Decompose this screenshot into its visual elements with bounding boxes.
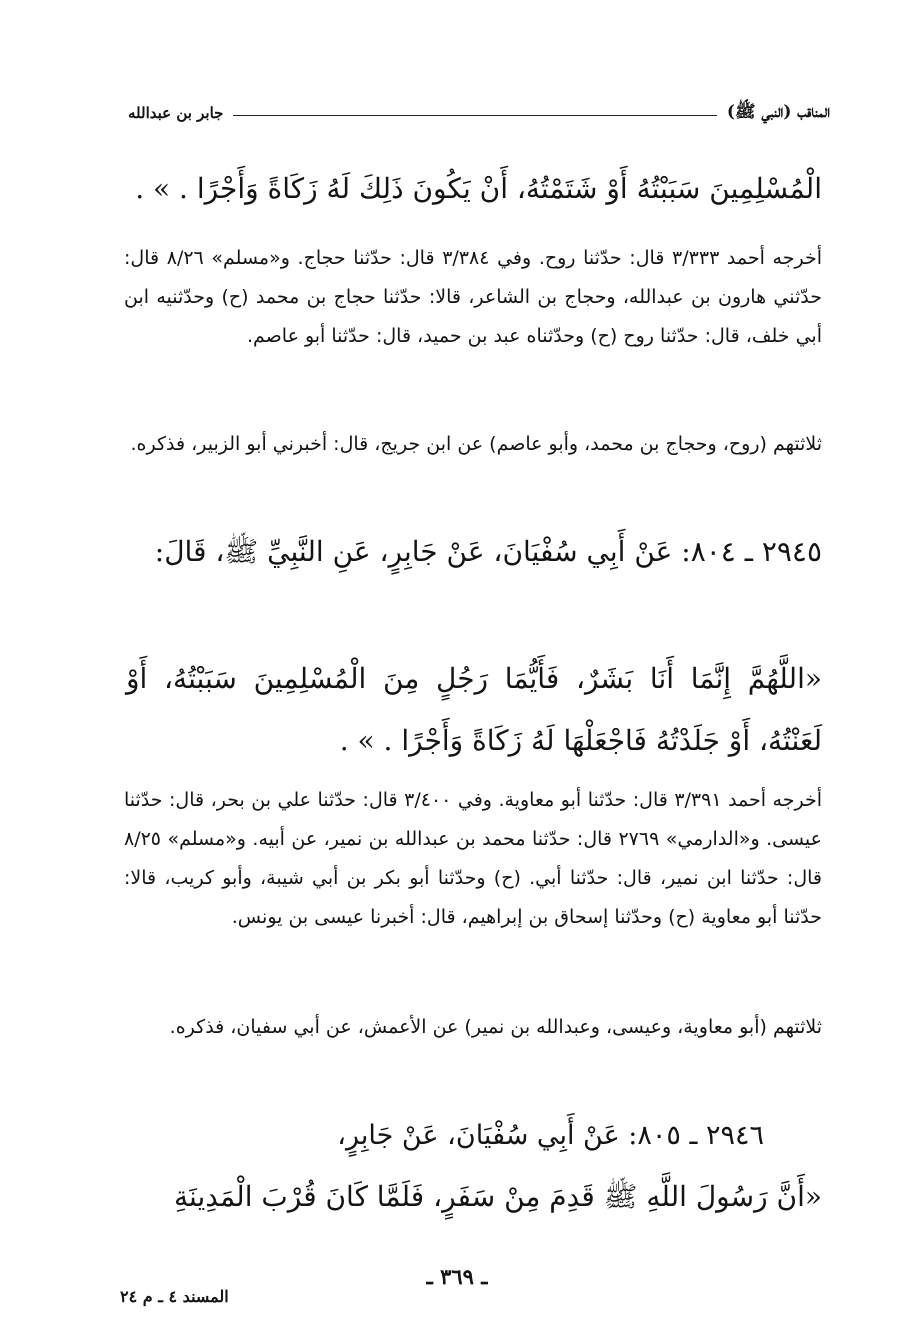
hadith-number-heading: ٢٩٤٦ ـ ٨٠٥: عَنْ أَبِي سُفْيَانَ، عَنْ جَابِرٍ،: [337, 1120, 764, 1151]
hadith-text-continuation: الْمُسْلِمِينَ سَبَبْتُهُ أَوْ شَتَمْتُهُ، أَنْ يَكُونَ ذَلِكَ لَهُ زَكَاةً وَأَجْرًا . » .: [135, 172, 822, 205]
header-narrator-name: جابر بن عبدالله: [128, 104, 224, 122]
takhrij-note: ثلاثتهم (أبو معاوية، وعيسى، وعبدالله بن نمير) عن الأعمش، عن أبي سفيان، فذكره.: [169, 1016, 822, 1038]
takhrij-note: ثلاثتهم (روح، وحجاج بن محمد، وأبو عاصم) عن ابن جريج، قال: أخبرني أبو الزبير، فذكره.: [130, 433, 822, 455]
hadith-number-heading: ٢٩٤٥ ـ ٨٠٤: عَنْ أَبِي سُفْيَانَ، عَنْ جَابِرٍ، عَنِ النَّبِيِّ ﷺ، قَالَ:: [154, 535, 822, 568]
hadith-text: «أَنَّ رَسُولَ اللَّهِ ﷺ قَدِمَ مِنْ سَفَرٍ، فَلَمَّا كَانَ قُرْبَ الْمَدِينَةِ: [174, 1180, 822, 1213]
running-header: [128, 98, 830, 128]
header-section-title: المناقب (النبي ﷺ): [726, 101, 830, 122]
header-rule: [233, 115, 716, 116]
hadith-text: «اللَّهُمَّ إِنَّمَا أَنَا بَشَرٌ، فَأَيُّمَا رَجُلٍ مِنَ الْمُسْلِمِينَ سَبَبْتُهُ، أَوْ لَعَنْتُهُ، أَوْ جَلَدْتُهُ فَاجْعَلْهَا لَهُ زَكَاةً وَأَجْرًا . » .: [126, 662, 822, 757]
signature-mark: المسند ٤ ـ م ٢٤: [120, 1287, 229, 1306]
takhrij-note: أخرجه أحمد ٣/٣٣٣ قال: حدّثنا روح. وفي ٣/٣٨٤ قال: حدّثنا حجاج. و«مسلم» ٨/٢٦ قال: حدّثني هارون بن عبدالله، وحجاج بن الشاعر، قالا: حدّثنا حجاج بن محمد (ح) وحدّثنيه ابن أبي خلف، قال: حدّثنا روح (ح) وحدّثناه عبد بن حميد، قال: حدّثنا أبو عاصم.: [124, 247, 822, 347]
takhrij-note: أخرجه أحمد ٣/٣٩١ قال: حدّثنا أبو معاوية. وفي ٣/٤٠٠ قال: حدّثنا علي بن بحر، قال: حدّثنا عيسى. و«الدارمي» ٢٧٦٩ قال: حدّثنا محمد بن عبدالله بن نمير، عن أبيه. و«مسلم» ٨/٢٥ قال: حدّثنا ابن نمير، قال: حدّثنا أبي. (ح) وحدّثنا أبو بكر بن أبي شيبة، وأبو كريب، قالا: حدّثنا أبو معاوية (ح) وحدّثنا إسحاق بن إبراهيم، قال: أخبرنا عيسى بن يونس.: [124, 789, 822, 928]
page-number: ـ ٣٦٩ ـ: [426, 1264, 488, 1289]
